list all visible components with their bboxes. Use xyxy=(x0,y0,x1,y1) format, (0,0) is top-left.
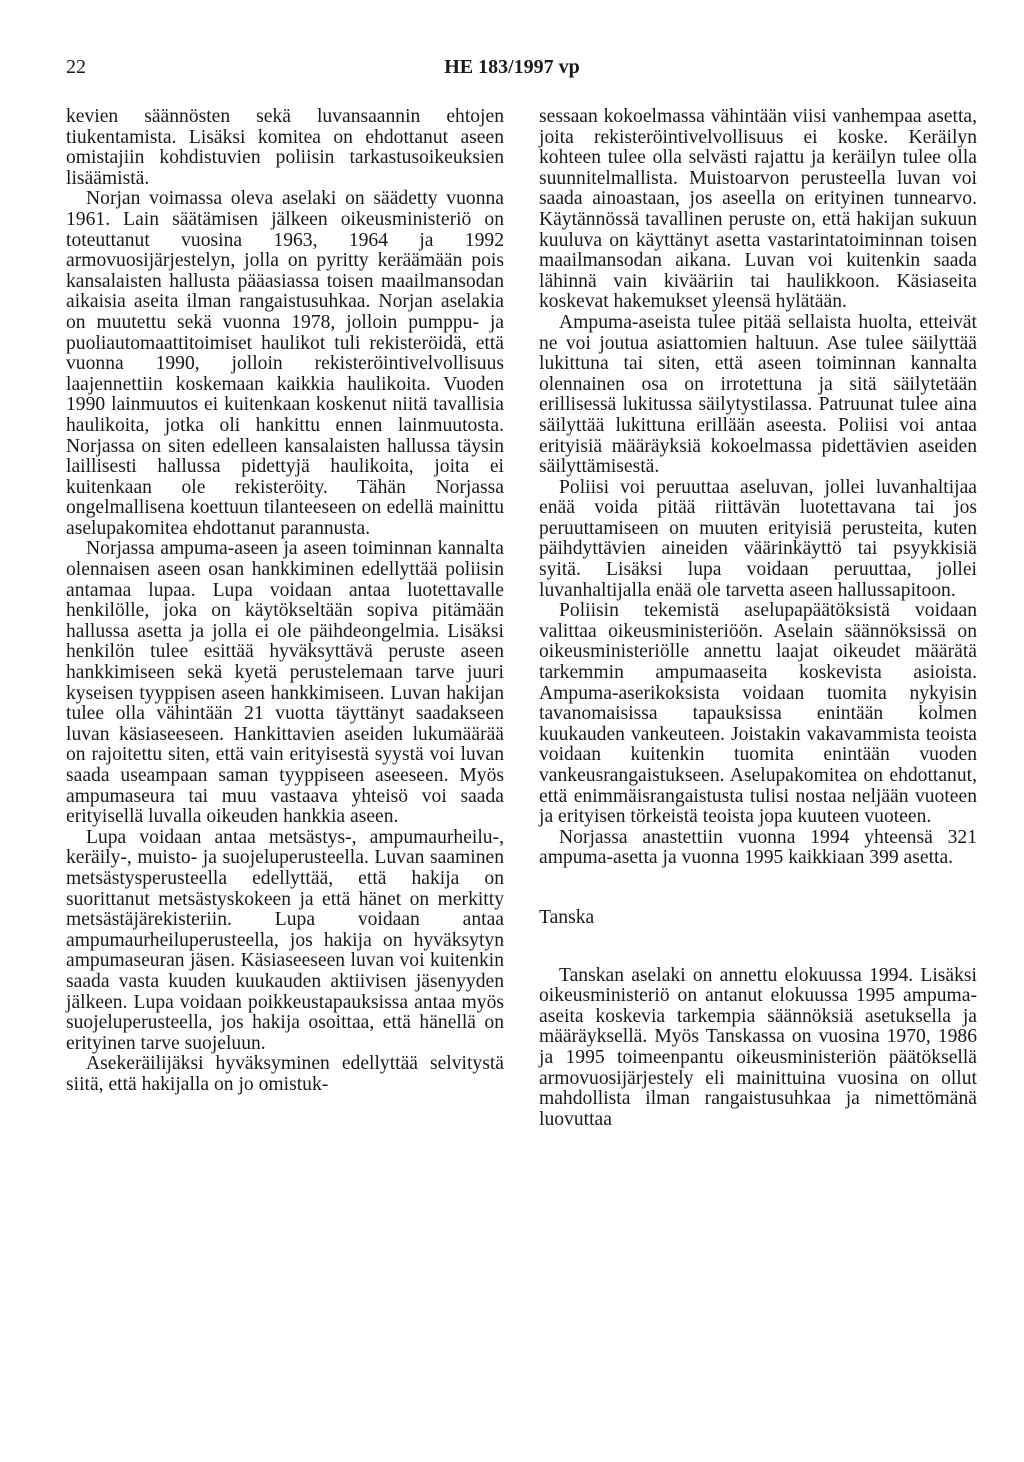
paragraph: kevien säännösten sekä luvansaannin ehtojen tiukentamista. Lisäksi komitea on ehdottanut aseen omistajiin kohdistuvien poliisin tarkastusoikeuksien lisäämistä. xyxy=(66,106,504,189)
left-column xyxy=(66,107,504,1096)
right-column xyxy=(539,107,977,1130)
page-number: 22 xyxy=(66,56,86,78)
paragraph: Norjassa anastettiin vuonna 1994 yhteensä 321 ampuma-asetta ja vuonna 1995 kaikkiaan 399 asetta. xyxy=(539,826,977,869)
paragraph: Norjassa ampuma-aseen ja aseen toiminnan kannalta olennaisen aseen osan hankkiminen edellyttää poliisin antamaa lupaa. Lupa voidaan antaa luotettavalle henkilölle, joka on käytökseltään sopiva pitämään hallussa asetta ja jolla ei ole päihdeongelmia. Lisäksi henkilön tulee esittää hyväksyttävä peruste aseen hankkimiseen sekä kyetä perustelemaan tarve juuri kyseisen tyyppisen aseen hankkimiseen. Luvan hakijan tulee olla vähintään 21 vuotta täyttänyt saadakseen luvan käsiaseeseen. Hankittavien aseiden lukumäärää on rajoitettu siten, että vain erityisestä syystä voi luvan saada useampaan saman tyyppiseen aseeseen. Myös ampumaseura tai muu vastaava yhteisö voi saada erityisellä luvalla oikeuden hankkia aseen. xyxy=(66,538,504,828)
paragraph: Norjan voimassa oleva aselaki on säädetty vuonna 1961. Lain säätämisen jälkeen oikeusministeriö on toteuttanut vuosina 1963, 1964 ja 1992 armovuosijärjestelyn, jolla on pyritty keräämään pois kansalaisten hallusta pääasiassa toisen maailmansodan aikaisia aseita ilman rangaistusuhkaa. Norjan aselakia on muutettu sekä vuonna 1978, jolloin pumppu- ja puoliautomaattitoimiset haulikot tuli rekisteröidä, että vuonna 1990, jolloin rekisteröintivelvollisuus laajennettiin koskemaan kaikkia haulikoita. Vuoden 1990 lainmuutos ei kuitenkaan koskenut niitä tavallisia haulikoita, jotka oli hankittu ennen lainmuutosta. Norjassa on siten edelleen kansalaisten hallussa täysin laillisesti hallussa pidettyjä haulikoita, joita ei kuitenkaan ole rekisteröity. Tähän Norjassa ongelmallisena koettuun tilanteeseen on edellä mainittu aselupakomitea ehdottanut parannusta. xyxy=(66,188,504,539)
paragraph: sessaan kokoelmassa vähintään viisi vanhempaa asetta, joita rekisteröintivelvollisuus ei koske. Keräilyn kohteen tulee olla selvästi rajattu ja keräilyn tulee olla suunnitelmallista. Muistoarvon perusteella luvan voi saada ainoastaan, jos aseella on erityinen tunnearvo. Käytännössä tavallinen peruste on, että hakijan sukuun kuuluva on käyttänyt asetta vastarintatoiminnan toisen maailmansodan aikana. Luvan voi kuitenkin saada lähinnä vain kivääriin tai haulikkoon. Käsiaseita koskevat hakemukset yleensä hylätään. xyxy=(539,106,977,313)
paragraph: Asekeräilijäksi hyväksyminen edellyttää selvitystä siitä, että hakijalla on jo omistuk- xyxy=(66,1053,504,1095)
page-header xyxy=(0,56,1024,86)
paragraph: Poliisin tekemistä aselupapäätöksistä voidaan valittaa oikeusministeriöön. Aselain säännöksissä on oikeusministeriölle annettu laajat oikeudet määrätä tarkemmin ampumaaseita koskevista asioista. Ampuma-aserikoksista voidaan tuomita nykyisin tavanomaisissa tapauksissa enintään kolmen kuukauden vankeuteen. Joistakin vakavammista teoista voidaan kuitenkin tuomita enintään vuoden vankeusrangaistukseen. Aselupakomitea on ehdottanut, että enimmäisrangaistusta tulisi nostaa neljään vuoteen ja erityisen törkeistä teoista jopa kuuteen vuoteen. xyxy=(539,600,977,828)
section-heading: Tanska xyxy=(539,906,595,928)
document-title: HE 183/1997 vp xyxy=(444,56,580,78)
paragraph: Lupa voidaan antaa metsästys-, ampumaurheilu-, keräily-, muisto- ja suojeluperusteella. Luvan saaminen metsästysperusteella edellyttää, että hakija on suorittanut metsästyskokeen ja että hänet on merkitty metsästäjärekisteriin. Lupa voidaan antaa ampumaurheiluperusteella, jos hakija on hyväksytyn ampumaseuran jäsen. Käsiaseeseen luvan voi kuitenkin saada vasta kuuden kuukauden aktiivisen jäsenyyden jälkeen. Lupa voidaan poikkeustapauksissa antaa myös suojeluperusteella, jos hakija osoittaa, että hänellä on erityinen tarve suojeluun. xyxy=(66,826,504,1054)
paragraph: Tanskan aselaki on annettu elokuussa 1994. Lisäksi oikeusministeriö on antanut elokuussa 1995 ampuma-aseita koskevia tarkempia säännöksiä asetuksella ja määräyksellä. Myös Tanskassa on vuosina 1970, 1986 ja 1995 toimeenpantu oikeusministeriön päätöksellä armovuosijärjestely eli mainittuina vuosina on ollut mahdollista ilman rangaistusuhkaa ja nimettömänä luovuttaa xyxy=(539,964,977,1130)
paragraph: Ampuma-aseista tulee pitää sellaista huolta, etteivät ne voi joutua asiattomien haltuun. Ase tulee säilyttää lukittuna tai siten, että aseen toiminnan kannalta olennainen osa on irrotettuna ja sitä säilytetään erillisessä lukitussa säilytystilassa. Patruunat tulee aina säilyttää lukittuna erillään aseesta. Poliisi voi antaa erityisiä määräyksiä kokoelmassa pidettävien aseiden säilyttämisestä. xyxy=(539,311,977,478)
paragraph: Poliisi voi peruuttaa aseluvan, jollei luvanhaltijaa enää voida pitää riittävän luotettavana tai jos peruuttamiseen on muuten erityisiä perusteita, kuten päihdyttävien aineiden väärinkäyttö tai psyykkisiä syitä. Lisäksi lupa voidaan peruuttaa, jollei luvanhaltijalla enää ole tarvetta aseen hallussapitoon. xyxy=(539,476,977,601)
